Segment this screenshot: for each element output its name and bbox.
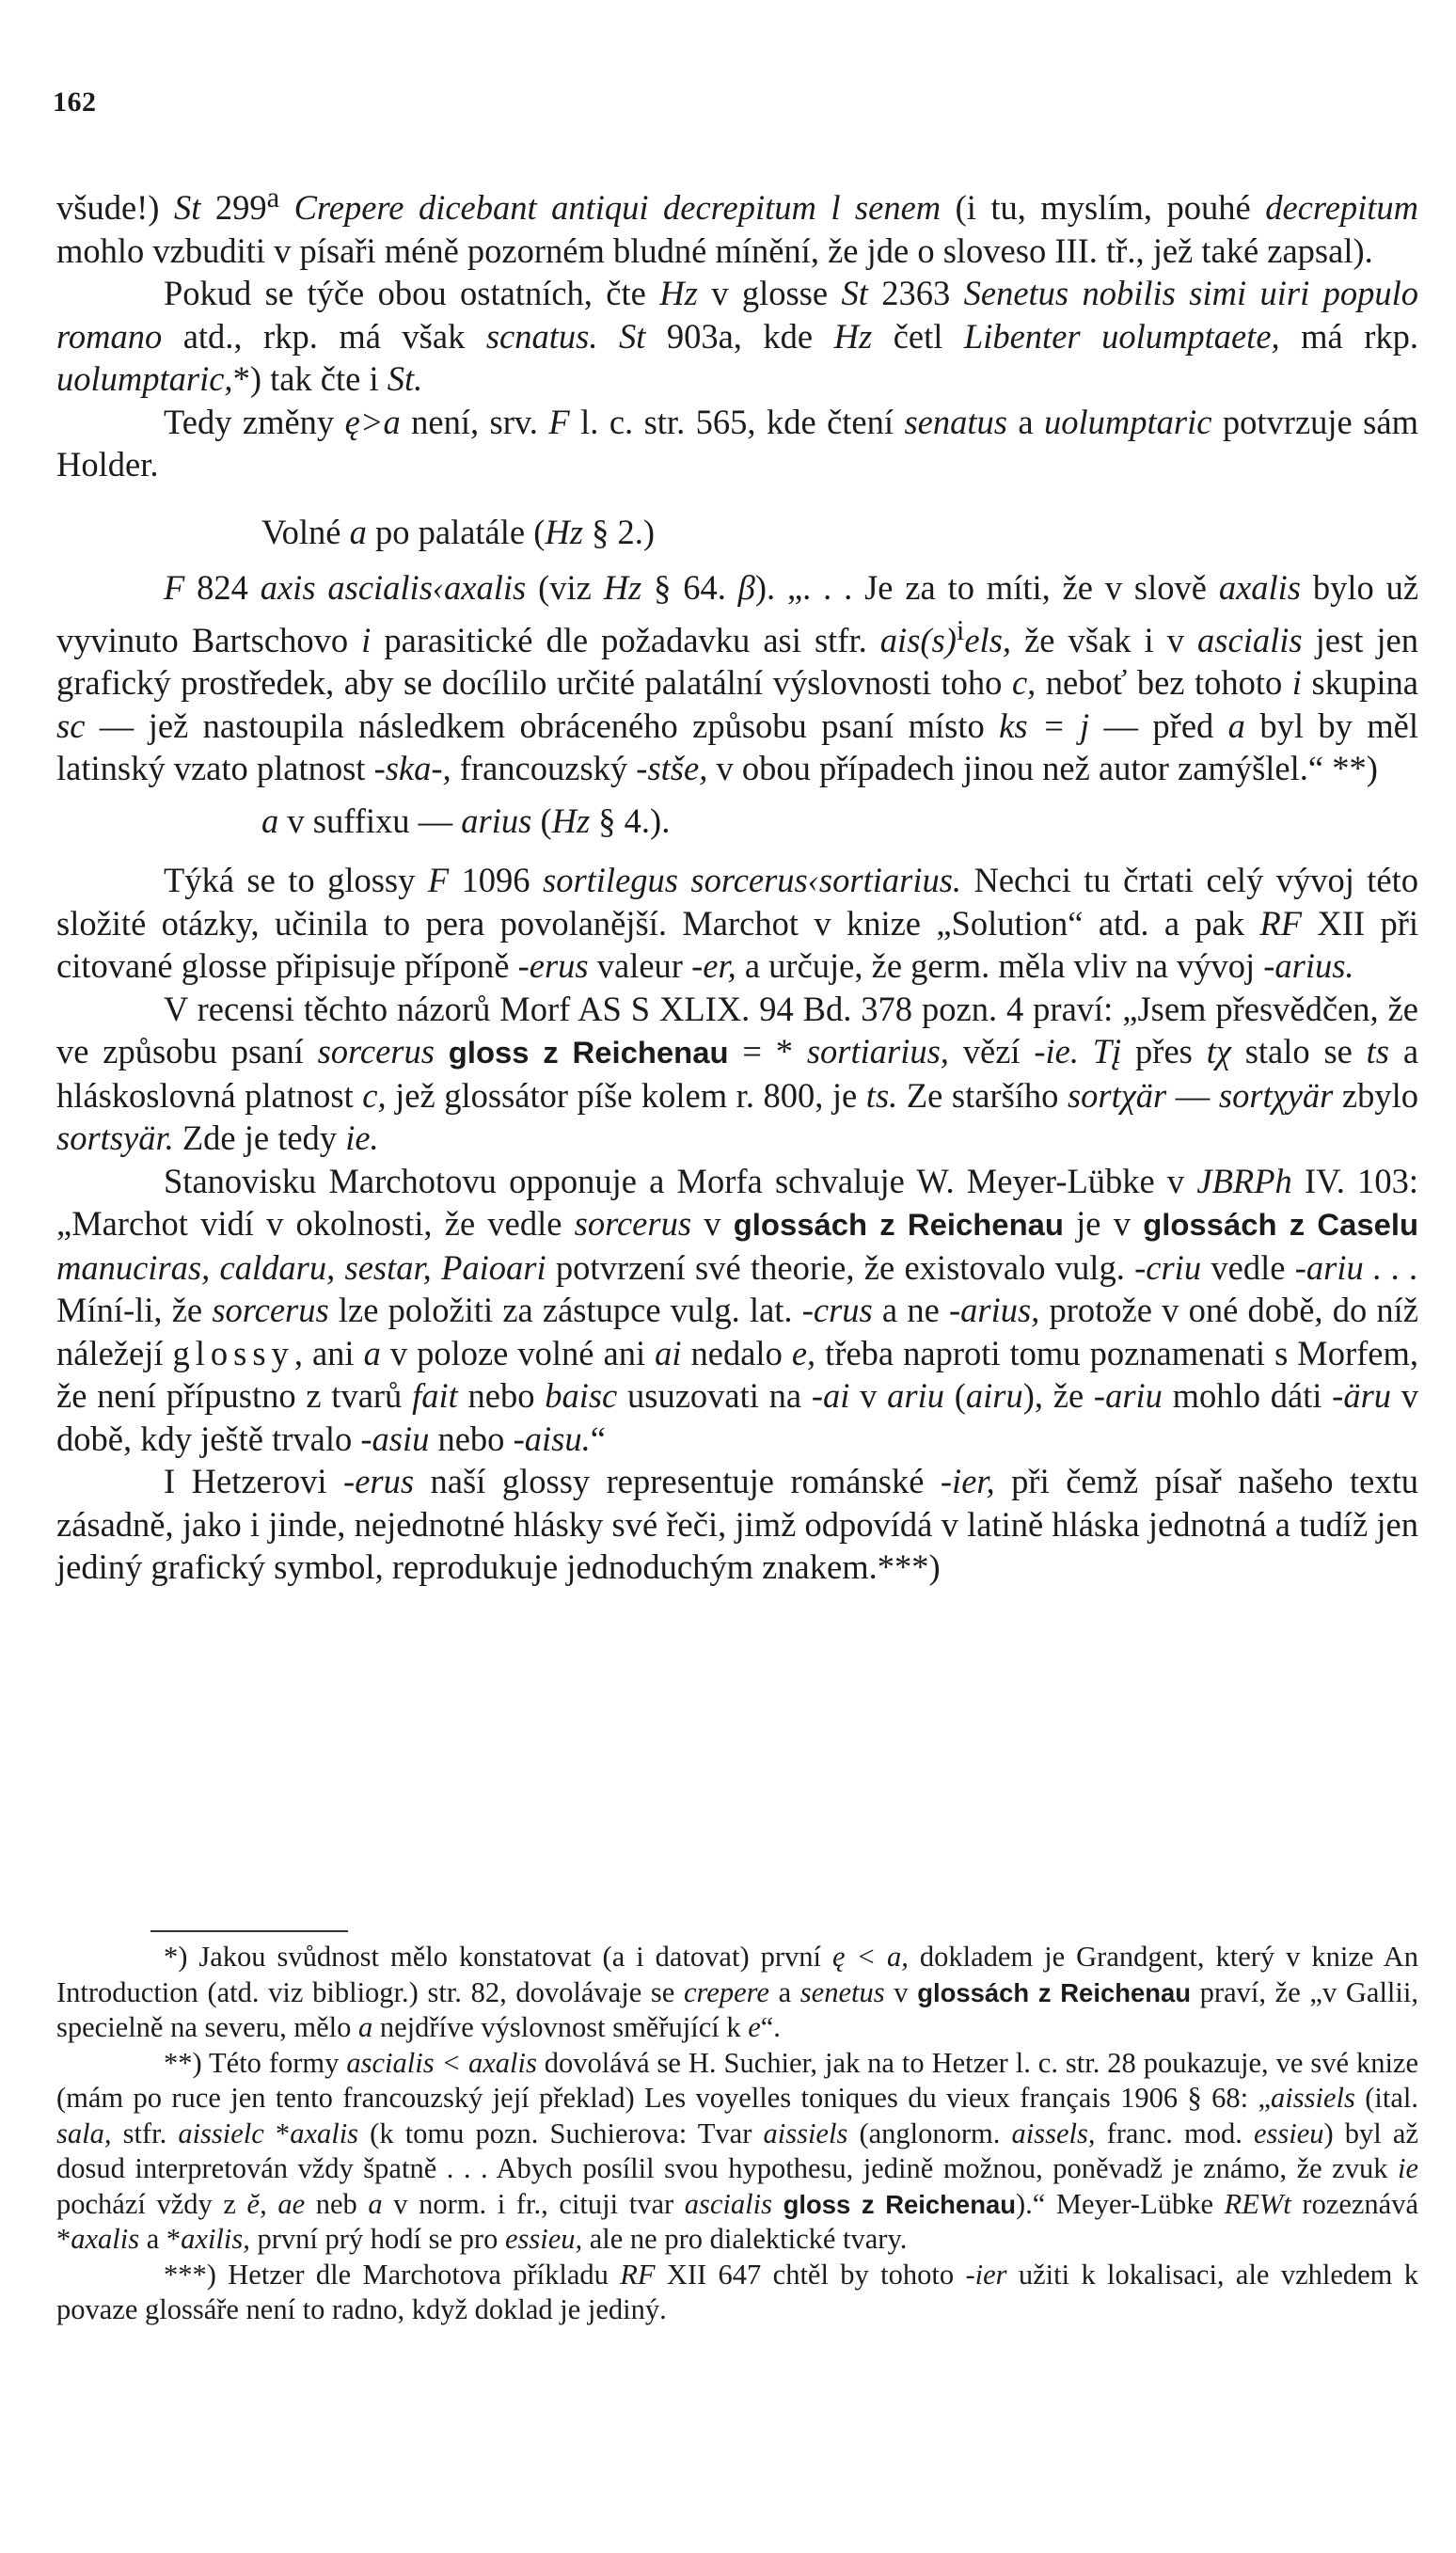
text-run: Hz xyxy=(603,568,642,608)
text-run: při čemž písař našeho textu zásadně, jako i jinde, nejednotné hlásky své řeči, jimž odpovídá v latině hláska jednotná a tudíž jen jediný grafický symbol, reprodukuje jednoduchým znakem.***) xyxy=(56,1462,1419,1587)
footnotes xyxy=(56,1940,1418,2328)
text-run: gloss z Reichenau xyxy=(783,2189,1016,2219)
text-run: -ai xyxy=(811,1376,850,1416)
text-run: els, xyxy=(964,620,1012,659)
text-run: užiti k lokalisaci, ale vzhledem k povaze glossáře není to radno, když doklad je jediný. xyxy=(56,2258,1418,2325)
text-run: glossách z Caselu xyxy=(1143,1207,1419,1243)
text-run: ę < a, xyxy=(831,1941,909,1973)
text-run: uolumptaric, xyxy=(56,359,233,399)
footnote-3 xyxy=(56,2258,1418,2328)
paragraph-1 xyxy=(56,177,1418,272)
text-run: ascialis xyxy=(1197,620,1303,659)
text-run: a xyxy=(1227,706,1245,745)
text-run: dovolává se H. Suchier, jak na to Hetzer l. c. str. 28 poukazuje, ve své knize (mám po ruce jen tento francouzský její překlad) Les voyelles toniques du vieux français 1906 § 68: „ xyxy=(56,2046,1418,2114)
text-run: a xyxy=(368,2187,383,2220)
text-run: -criu xyxy=(1134,1247,1202,1287)
paragraph-6 xyxy=(56,988,1418,1160)
text-run: a xyxy=(357,2011,373,2043)
text-run: (ital. xyxy=(1354,2082,1418,2114)
section-heading-1 xyxy=(56,511,1418,554)
text-run: mohlo dáti xyxy=(1162,1376,1333,1416)
paragraph-2 xyxy=(56,272,1418,401)
text-run: ) byl až dosud interpretován vždy špatně . . . Abych posílil svou hypothesu, jedině možnou, poněvadž je známo, že zvuk xyxy=(56,2117,1418,2184)
text-run: e xyxy=(748,2011,761,2043)
text-run: — xyxy=(1166,1075,1219,1115)
text-run: e, xyxy=(791,1333,816,1372)
text-run: tχ xyxy=(1206,1032,1231,1071)
text-run: sorcerus xyxy=(574,1204,692,1244)
text-run: 2363 xyxy=(867,274,964,313)
paragraph-3 xyxy=(56,401,1418,486)
text-run: rozeznává * xyxy=(56,2187,1418,2255)
text-run: francouzský xyxy=(451,749,637,788)
text-run: valeur xyxy=(588,946,692,986)
text-run: IV. 103: „Marchot vidí v okolnosti, že vedle xyxy=(56,1161,1419,1244)
text-run xyxy=(772,2188,783,2220)
text-run: ts xyxy=(1366,1032,1390,1071)
text-run: ĕ, ae xyxy=(246,2187,306,2220)
text-run: F xyxy=(427,861,450,900)
text-run: Stanovisku Marchotovu opponuje a Morfa schvaluje W. Meyer-Lübke v xyxy=(164,1161,1197,1200)
text-run: Nechci tu črtati celý vývoj této složité otázky, učinila to pera povolanější. Marchot v knize „Solution“ atd. a pak xyxy=(56,861,1419,943)
text-run: přes xyxy=(1121,1032,1207,1071)
text-run: nebo xyxy=(429,1419,514,1458)
text-run: Hz xyxy=(551,801,591,840)
text-run: baisc xyxy=(545,1376,618,1416)
text-run: ts. xyxy=(865,1075,898,1115)
text-run: § 64. xyxy=(641,568,738,608)
text-run: § 2.) xyxy=(582,512,655,551)
text-run: v xyxy=(691,1204,734,1244)
text-run: mohlo vzbuditi v písaři méně pozorném bludné mínění, že jde o sloveso III. tř., jež také zapsal). xyxy=(56,230,1373,270)
text-run: třeba naproti tomu poznamenati s Morfem, že není přípustno z tvarů xyxy=(56,1333,1419,1416)
paragraph-7 xyxy=(56,1160,1418,1461)
text-run: aissels, xyxy=(1011,2117,1096,2149)
text-run: -ska-, xyxy=(373,749,451,788)
text-run: naší glossy representuje románské xyxy=(414,1462,941,1501)
text-run: aissiels xyxy=(1271,2082,1355,2114)
text-run: I Hetzerovi xyxy=(164,1462,344,1501)
text-run: RF xyxy=(620,2258,656,2291)
text-run: RF xyxy=(1259,903,1303,943)
paragraph-4 xyxy=(56,566,1418,790)
text-run: **) Této formy xyxy=(164,2046,347,2079)
text-run: St xyxy=(618,316,646,356)
text-run: Hz xyxy=(659,274,698,313)
text-run: = * xyxy=(728,1032,807,1071)
text-run: a xyxy=(349,512,367,551)
text-run: -ier, xyxy=(940,1462,995,1501)
text-run xyxy=(435,1032,449,1070)
text-run: že však i v xyxy=(1011,620,1198,659)
text-run: axalis xyxy=(1218,568,1301,608)
text-run: ). „. . . Je za to míti, že v slově xyxy=(754,568,1219,608)
text-run: Míní-li, že xyxy=(56,1291,213,1330)
text-run: decrepitum xyxy=(1265,188,1419,228)
text-run: sortχyär xyxy=(1218,1075,1334,1115)
text-run: -er, xyxy=(691,946,736,986)
text-run: -ie. xyxy=(1034,1032,1079,1071)
text-run: ascialis xyxy=(684,2187,772,2220)
text-run: 1096 xyxy=(449,861,543,900)
text-run: a * xyxy=(139,2223,182,2255)
text-run: parasitické dle požadavku asi stfr. xyxy=(371,620,880,659)
text-run: airu xyxy=(965,1376,1023,1416)
text-run: Hz xyxy=(833,316,873,356)
text-run: stfr. xyxy=(111,2117,179,2149)
text-run: potvrzuje sám Holder. xyxy=(56,402,1418,484)
paragraph-8 xyxy=(56,1460,1418,1589)
text-run: nejdříve výslovnost směřující k xyxy=(372,2011,749,2043)
text-run: XII 647 chtěl by tohoto xyxy=(655,2258,966,2291)
text-run: ais(s) xyxy=(879,620,957,659)
text-run: Ze staršího xyxy=(897,1075,1068,1115)
text-run: sortilegus sorcerus‹sortiarius. xyxy=(542,861,962,900)
text-run: v glosse xyxy=(697,274,842,313)
text-run xyxy=(279,188,293,227)
text-run: sortsyär. xyxy=(56,1118,174,1158)
text-run: St. xyxy=(387,359,423,399)
text-run: (i tu, myslím, pouhé xyxy=(941,188,1266,228)
text-run: a xyxy=(768,1975,800,2008)
text-run: *) tak čte i xyxy=(232,359,388,399)
text-run: 824 xyxy=(184,568,261,608)
text-run: -crus xyxy=(801,1291,873,1330)
text-run: sc xyxy=(56,706,86,745)
text-run: Pokud se týče obou ostatních, čte xyxy=(164,274,660,313)
text-run: praví, že „v Gallii, specielně na severu, mělo xyxy=(56,1975,1418,2043)
text-run: ).“ Meyer-Lübke xyxy=(1015,2187,1225,2220)
text-run: c, xyxy=(362,1075,387,1115)
text-run: a xyxy=(261,801,279,840)
text-run: ie xyxy=(1397,2152,1418,2184)
text-run: 903a, kde xyxy=(645,316,834,356)
text-run: Hz xyxy=(545,512,583,551)
footnote-2 xyxy=(56,2046,1418,2258)
text-run: crepere xyxy=(684,1975,769,2008)
text-run: ascialis < axalis xyxy=(346,2046,537,2079)
paragraph-5 xyxy=(56,859,1418,988)
text-run: ie. xyxy=(345,1118,379,1158)
text-run: St xyxy=(173,188,201,228)
text-run: axis ascialis‹axalis xyxy=(260,568,527,608)
text-run: usuzovati na xyxy=(617,1376,812,1416)
text-run: pochází vždy z xyxy=(56,2187,247,2220)
text-run: a xyxy=(266,182,280,214)
text-run: senetus xyxy=(799,1975,885,2008)
text-run: glossách z Reichenau xyxy=(733,1207,1064,1243)
text-run: bylo už vyvinuto Bartschovo xyxy=(56,568,1419,659)
text-run: sortχär xyxy=(1067,1075,1167,1115)
text-run: Tedy změny xyxy=(164,402,345,441)
text-run: sorcerus xyxy=(317,1032,435,1071)
text-run: -aisu. xyxy=(513,1419,591,1458)
text-run: *) Jakou svůdnost mělo konstatovat (a i datovat) první xyxy=(164,1941,832,1973)
text-run: v obou případech jinou než autor zamýšlel.“ **) xyxy=(707,749,1378,788)
text-run: franc. mod. xyxy=(1095,2117,1254,2149)
text-run: sortiarius, xyxy=(806,1032,949,1071)
text-run: vedle xyxy=(1201,1247,1295,1287)
text-run: ( xyxy=(531,801,552,840)
text-run: a ne xyxy=(872,1291,949,1330)
text-run: -arius, xyxy=(948,1291,1040,1330)
text-run: má rkp. xyxy=(1279,316,1419,356)
text-run: -ariu xyxy=(1093,1376,1163,1416)
text-run: nedalo xyxy=(681,1333,792,1372)
text-run: (k tomu pozn. Suchierova: Tvar xyxy=(358,2117,764,2149)
text-run: β xyxy=(737,568,755,608)
text-run: glossy xyxy=(172,1333,294,1372)
text-run: essieu xyxy=(1253,2117,1324,2149)
text-run: neb xyxy=(305,2187,369,2220)
text-run: Senetus nobilis simi uiri populo romano xyxy=(56,274,1418,356)
text-run: § 4.). xyxy=(590,801,671,840)
text-run: skupina xyxy=(1301,663,1418,703)
text-run: Crepere dicebant antiqui decrepitum l senem xyxy=(293,188,942,228)
text-run: , ani xyxy=(293,1333,364,1372)
text-run: v norm. i fr., cituji tvar xyxy=(382,2187,685,2220)
text-run: sorcerus xyxy=(212,1291,329,1330)
text-run: jež glossátor píše kolem r. 800, je xyxy=(386,1075,866,1115)
text-run: po palatále ( xyxy=(366,512,546,551)
text-run: stalo se xyxy=(1230,1032,1367,1071)
text-run: nebo xyxy=(457,1376,546,1416)
text-run: i xyxy=(1291,663,1302,703)
text-run: dokladem je Grandgent, který v knize An Introduction (atd. viz bibliogr.) str. 82, dovolávaje se xyxy=(56,1941,1419,2008)
text-run: (viz xyxy=(526,568,604,608)
text-run: v poloze volné ani xyxy=(380,1333,656,1372)
text-run: fait xyxy=(412,1376,458,1416)
text-run: a hláskoslovná platnost xyxy=(56,1032,1419,1115)
text-run: v době, kdy ještě trvalo xyxy=(56,1376,1419,1458)
text-run: scnatus. xyxy=(485,316,598,356)
text-run: jest jen grafický prostředek, aby se docílilo určité palatální výslovnosti toho xyxy=(56,620,1418,703)
text-run: gloss z Reichenau xyxy=(448,1035,729,1070)
text-run: Zde je tedy xyxy=(173,1118,346,1158)
text-run: REWt xyxy=(1224,2187,1291,2220)
text-run: ariu xyxy=(887,1376,944,1416)
text-run: potvrzení své theorie, že existovalo vulg. xyxy=(546,1247,1135,1287)
text-run: ks = j xyxy=(999,706,1090,745)
text-run: uolumptaric xyxy=(1044,402,1212,441)
text-run: -stše, xyxy=(636,749,708,788)
text-run: všude!) xyxy=(56,188,174,228)
text-run: ), že xyxy=(1022,1376,1094,1416)
text-run: — před xyxy=(1089,706,1228,745)
text-run: ale ne pro dialektické tvary. xyxy=(582,2223,908,2255)
text-run: byl by měl latinský vzato platnost xyxy=(56,706,1418,788)
page-number: 162 xyxy=(53,87,97,118)
text-run: Tį xyxy=(1092,1032,1122,1071)
text-run: Libenter uolumptaete, xyxy=(963,316,1280,356)
text-run: -arius. xyxy=(1263,946,1354,986)
text-run: v xyxy=(884,1975,918,2008)
text-run: -erus xyxy=(343,1462,415,1501)
text-run xyxy=(1079,1032,1093,1070)
text-run: manuciras, caldaru, sestar, Paioari xyxy=(56,1247,546,1287)
text-run: senatus xyxy=(904,402,1007,441)
text-run: -ier xyxy=(965,2258,1007,2291)
text-run: c, xyxy=(1011,663,1037,703)
main-text xyxy=(56,177,1418,1589)
text-run: essieu, xyxy=(504,2223,583,2255)
text-run: (anglonorm. xyxy=(847,2117,1012,2149)
text-run: -äru xyxy=(1332,1376,1392,1416)
text-run: neboť bez tohoto xyxy=(1036,663,1292,703)
text-run: XII při citované glosse připisuje příponě xyxy=(56,903,1418,986)
text-run: Týká se to glossy xyxy=(164,861,428,900)
text-run: -erus xyxy=(517,946,589,986)
section-heading-2 xyxy=(56,800,1418,843)
text-run: glossách z Reichenau xyxy=(917,1977,1191,2007)
text-run: zbylo xyxy=(1333,1075,1419,1115)
text-run: sala, xyxy=(56,2117,112,2149)
text-run: atd., rkp. má však xyxy=(162,316,486,356)
text-run: “. xyxy=(760,2011,781,2043)
text-run: i xyxy=(956,613,965,646)
text-run: Volné xyxy=(261,512,350,551)
footnote-rule xyxy=(150,1930,348,1932)
text-run: v suffixu — xyxy=(278,801,462,840)
text-run: axalis xyxy=(71,2223,140,2255)
text-run: a určuje, že germ. měla vliv na vývoj xyxy=(736,946,1264,986)
text-run: axalis xyxy=(290,2117,359,2149)
text-run: JBRPh xyxy=(1196,1161,1292,1200)
text-run: * xyxy=(263,2117,291,2149)
text-run: arius xyxy=(461,801,532,840)
text-run: F xyxy=(164,568,185,608)
text-run: první prý hodí se pro xyxy=(249,2223,505,2255)
text-run: ę>a xyxy=(344,402,401,441)
text-run: -asiu xyxy=(360,1419,430,1458)
text-run: v xyxy=(849,1376,888,1416)
text-run: St xyxy=(841,274,868,313)
footnote-1 xyxy=(56,1940,1418,2046)
text-run: četl xyxy=(872,316,964,356)
text-run: není, srv. xyxy=(400,402,549,441)
text-run: a xyxy=(1006,402,1045,441)
text-run: — jež nastoupila následkem obráceného způsobu psaní místo xyxy=(85,706,1000,745)
text-run: je v xyxy=(1063,1204,1144,1244)
text-run xyxy=(597,317,619,356)
text-run: ***) Hetzer dle Marchotova příkladu xyxy=(164,2258,621,2291)
text-run: l. c. str. 565, kde čtení xyxy=(569,402,905,441)
text-run: aissielc xyxy=(178,2117,264,2149)
text-run: ( xyxy=(943,1376,966,1416)
text-run: lze položiti za zástupce vulg. lat. xyxy=(328,1291,802,1330)
text-run: F xyxy=(548,402,570,441)
text-run: protože v oné době, do níž náležejí xyxy=(56,1291,1418,1372)
text-run: V recensi těchto názorů Morf AS S XLIX. 94 Bd. 378 pozn. 4 praví: „Jsem přesvědčen, že ve způsobu psaní xyxy=(56,989,1418,1071)
text-run: a xyxy=(363,1333,381,1372)
text-run: -ariu . . . xyxy=(1294,1247,1418,1287)
text-run: ai xyxy=(655,1333,682,1372)
text-run: 299 xyxy=(200,188,267,228)
text-run: axilis, xyxy=(181,2223,250,2255)
text-run: “ xyxy=(590,1419,606,1458)
text-run: vězí xyxy=(948,1032,1035,1071)
text-run: i xyxy=(361,620,372,659)
text-run: aissiels xyxy=(763,2117,848,2149)
